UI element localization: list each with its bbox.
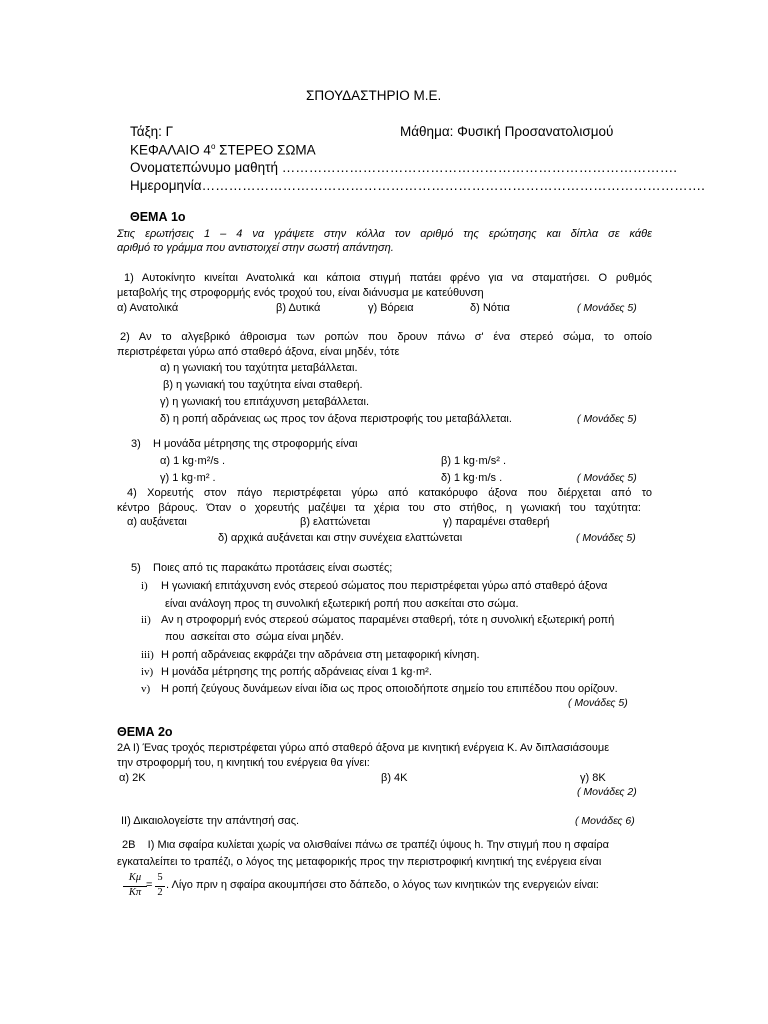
frac-equals: =: [146, 879, 153, 891]
t2b-line1: 2Β Ι) Μια σφαίρα κυλίεται χωρίς να ολισθαίνει πάνω σε τραπέζι ύψους h. Την στιγμή που η σφαίρα: [122, 839, 609, 851]
q5-item-ii-line1: Αν η στροφορμή ενός στερεού σώματος παραμένει σταθερή, τότε η συνολική εξωτερική ροπή: [161, 614, 615, 626]
q3-option-b: β) 1 kg·m/s² .: [441, 455, 506, 467]
q1-marks: ( Μονάδες 5): [577, 302, 637, 314]
chapter-suffix: ΣΤΕΡΕΟ ΣΩΜΑ: [215, 142, 316, 158]
q3-option-a: α) 1 kg·m²/s .: [160, 455, 226, 467]
t2a-option-a: α) 2Κ: [119, 772, 146, 784]
q4-marks: ( Μονάδες 5): [576, 532, 636, 544]
q5-item-iv-num: iv): [141, 666, 154, 678]
q2-line2: περιστρέφεται γύρω από σταθερό άξονα, είναι μηδέν, τότε: [117, 346, 400, 358]
t2a-option-c: γ) 8Κ: [580, 772, 606, 784]
theme2-title: ΘΕΜΑ 2ο: [117, 725, 173, 739]
q5-item-i-line2: είναι ανάλογη προς τη συνολική εξωτερική ροπή που ασκείται στο σώμα.: [165, 598, 519, 610]
name-line: Ονοματεπώνυμο μαθητή …………………………………………………………………………….: [130, 160, 677, 175]
q1-option-a: α) Ανατολικά: [117, 302, 179, 314]
chapter-prefix: ΚΕΦΑΛΑΙΟ 4: [130, 142, 211, 158]
q5-item-v-line1: Η ροπή ζεύγους δυνάμεων είναι ίδια ως προς οποιοδήποτε σημείο του επιπέδου που ορίζουν.: [161, 683, 618, 695]
q4-option-c: γ) παραμένει σταθερή: [443, 516, 550, 528]
q1-line1: 1) Αυτοκίνητο κινείται Ανατολικά και κάποια στιγμή πατάει φρένο για να σταματήσει. Ο ρυθμός: [124, 272, 652, 284]
q2-option-d: δ) η ροπή αδράνειας ως προς τον άξονα περιστροφής του μεταβάλλεται.: [160, 413, 512, 425]
t2b-line3: . Λίγο πριν η σφαίρα ακουμπήσει στο δάπεδο, ο λόγος των κινητικών της ενεργειών είναι:: [166, 879, 599, 891]
t2a-line2: την στροφορμή του, η κινητική του ενέργεια θα γίνει:: [117, 757, 370, 769]
q5-item-ii-line2: που ασκείται στο σώμα είναι μηδέν.: [165, 631, 344, 643]
date-line: Ημερομηνία………………………………………………………………………………………………….: [130, 178, 705, 193]
q4-option-b: β) ελαττώνεται: [300, 516, 371, 528]
theme1-title: ΘΕΜΑ 1ο: [130, 210, 186, 224]
t2a-marks: ( Μονάδες 2): [577, 786, 637, 798]
q5-item-i-line1: Η γωνιακή επιτάχυνση ενός στερεού σώματος που περιστρέφεται γύρω από σταθερό άξονα: [161, 580, 608, 592]
subject-line: Μάθημα: Φυσική Προσανατολισμού: [400, 124, 614, 139]
q1-option-c: γ) Βόρεια: [368, 302, 414, 314]
t2a-justify-marks: ( Μονάδες 6): [575, 815, 635, 827]
q5-marks: ( Μονάδες 5): [568, 697, 628, 709]
chapter-line: [130, 142, 316, 158]
q5-item-i-num: i): [141, 580, 148, 592]
t2a-line1: 2Α Ι) Ένας τροχός περιστρέφεται γύρω από σταθερό άξονα με κινητική ενέργεια Κ. Αν διπλασιάσουμε: [117, 742, 610, 754]
q4-option-d: δ) αρχικά αυξάνεται και στην συνέχεια ελαττώνεται: [218, 532, 463, 544]
theme1-intro-line2: αριθμό το γράμμα που αντιστοιχεί στην σωστή απάντηση.: [117, 242, 394, 254]
q1-option-d: δ) Νότια: [470, 302, 510, 314]
q2-marks: ( Μονάδες 5): [577, 413, 637, 425]
q1-line2: μεταβολής της στροφορμής ενός τροχού του, είναι διάνυσμα με κατεύθυνση: [117, 287, 484, 299]
q5-item-iii-num: iii): [141, 649, 154, 661]
frac-left-denominator: Kπ: [128, 887, 142, 898]
q5-item-ii-num: ii): [141, 614, 151, 626]
q2-option-b: β) η γωνιακή του ταχύτητα είναι σταθερή.: [163, 379, 363, 391]
frac-right-denominator: 2: [157, 887, 163, 898]
q2-option-a: α) η γωνιακή του ταχύτητα μεταβάλλεται.: [160, 362, 358, 374]
frac-left-numerator: Kμ: [128, 872, 142, 883]
q3-option-d: δ) 1 kg·m/s .: [441, 472, 503, 484]
q5-item-v-num: v): [141, 683, 151, 695]
class-line: Τάξη: Γ: [130, 124, 174, 139]
q4-option-a: α) αυξάνεται: [127, 516, 187, 528]
q5-item-iii-line1: Η ροπή αδράνειας εκφράζει την αδράνεια στη μεταφορική κίνηση.: [161, 649, 480, 661]
q1-option-b: β) Δυτικά: [276, 302, 321, 314]
q3-marks: ( Μονάδες 5): [577, 472, 637, 484]
chapter-sup: ο: [210, 142, 216, 151]
t2a-option-b: β) 4Κ: [381, 772, 408, 784]
q3-option-c: γ) 1 kg·m² .: [160, 472, 216, 484]
school-title: ΣΠΟΥΔΑΣΤΗΡΙΟ Μ.Ε.: [306, 88, 442, 103]
t2a-justify: ΙΙ) Δικαιολογείστε την απάντησή σας.: [121, 815, 300, 827]
q4-line2: κέντρο βάρους. Όταν ο χορευτής μαζέψει τα χέρια του στο στήθος, η γωνιακή του ταχύτητα:: [117, 502, 641, 514]
q3-stem: 3) Η μονάδα μέτρησης της στροφορμής είναι: [131, 438, 358, 450]
q2-line1: 2) Αν το αλγεβρικό άθροισμα των ροπών που δρουν πάνω σ' ένα στερεό σώμα, το οποίο: [120, 331, 652, 343]
q5-stem: 5) Ποιες από τις παρακάτω προτάσεις είναι σωστές;: [131, 562, 393, 574]
q5-item-iv-line1: Η μονάδα μέτρησης της ροπής αδράνειας είναι 1 kg·m².: [161, 666, 432, 678]
theme1-intro-line1: Στις ερωτήσεις 1 – 4 να γράψετε στην κόλλα τον αριθμό της ερώτησης και δίπλα σε κάθε: [117, 228, 652, 240]
q2-option-c: γ) η γωνιακή του επιτάχυνση μεταβάλλεται.: [160, 396, 370, 408]
q4-line1: 4) Χορευτής στον πάγο περιστρέφεται γύρω από κατακόρυφο άξονα που διέρχεται από το: [127, 487, 652, 499]
t2b-line2: εγκαταλείπει το τραπέζι, ο λόγος της μεταφορικής προς την περιστροφική κινητική της ενέργεια είναι: [117, 856, 602, 868]
frac-right-numerator: 5: [157, 872, 163, 883]
